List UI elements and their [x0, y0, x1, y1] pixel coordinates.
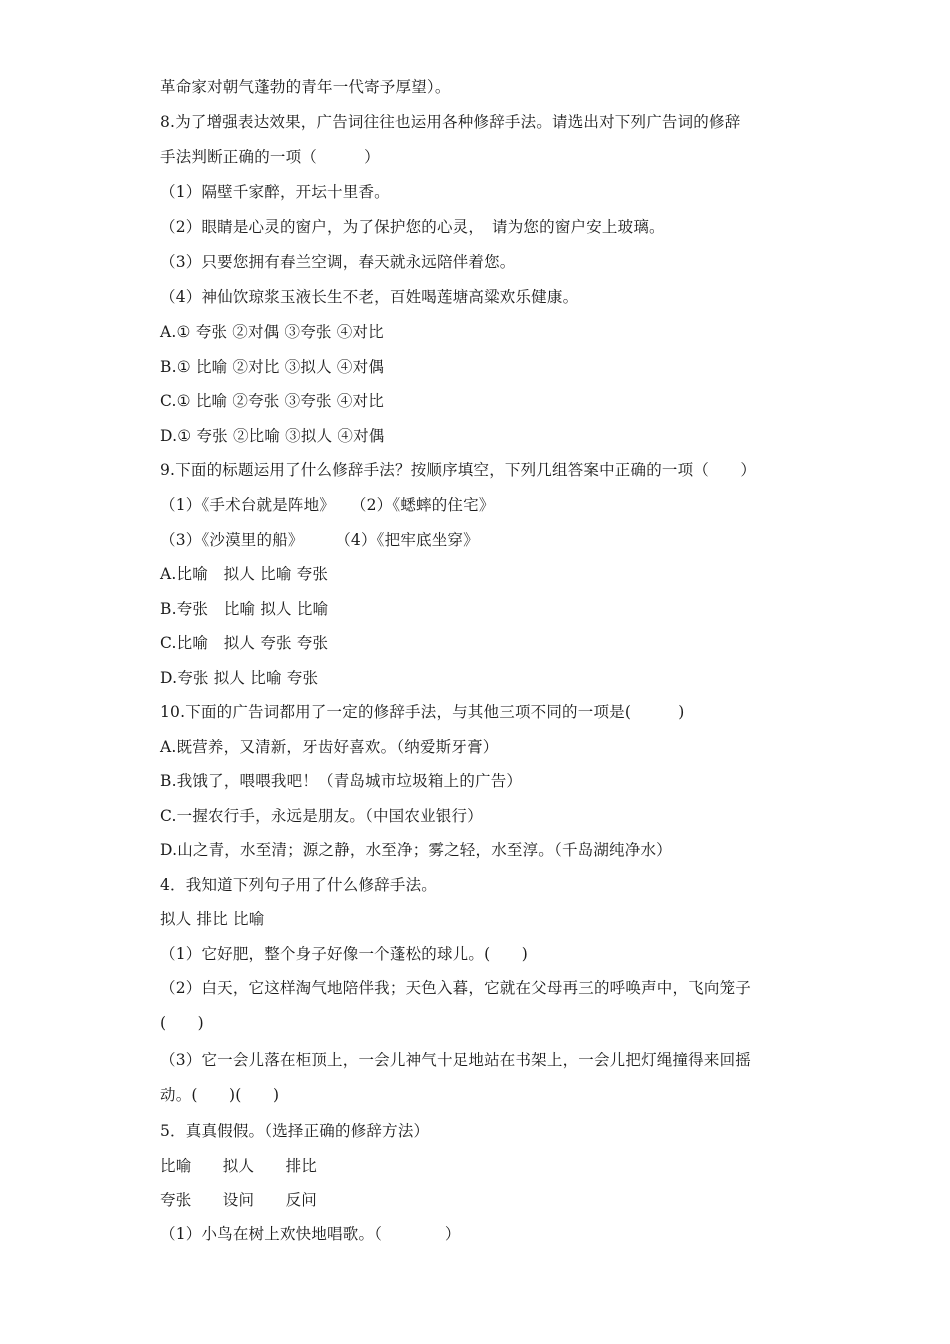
- question-4-item-1: （1）它好肥，整个身子好像一个蓬松的球儿。( ): [160, 945, 528, 963]
- question-10-option-b: B.我饿了，喂喂我吧！（青岛城市垃圾箱上的广告）: [160, 772, 523, 790]
- question-8-stem: 8.为了增强表达效果，广告词往往也运用各种修辞手法。请选出对下列广告词的修辞: [160, 113, 741, 131]
- question-8-item-1: （1）隔壁千家醉，开坛十里香。: [160, 183, 390, 201]
- question-8-item-3: （3）只要您拥有春兰空调，春天就永远陪伴着您。: [160, 253, 516, 271]
- question-9-option-b: B.夸张 比喻 拟人 比喻: [160, 600, 329, 618]
- question-10-stem: 10.下面的广告词都用了一定的修辞手法，与其他三项不同的一项是( ): [160, 703, 685, 721]
- question-9-option-c: C.比喻 拟人 夸张 夸张: [160, 634, 329, 652]
- question-5-choices-row-2: 夸张 设问 反问: [160, 1191, 318, 1209]
- question-9-items-1-2: （1）《手术台就是阵地》 （2）《蟋蟀的住宅》: [160, 496, 495, 514]
- question-5-choices-row-1: 比喻 拟人 排比: [160, 1157, 318, 1175]
- question-8-option-c: C.① 比喻 ②夸张 ③夸张 ④对比: [160, 392, 384, 410]
- question-9-option-d: D.夸张 拟人 比喻 夸张: [160, 669, 319, 687]
- question-10-option-d: D.山之青，水至清；源之静，水至净；雾之轻，水至淳。（千岛湖纯净水）: [160, 841, 672, 859]
- question-8-option-a: A.① 夸张 ②对偶 ③夸张 ④对比: [160, 323, 384, 341]
- question-4-stem: 4．我知道下列句子用了什么修辞手法。: [160, 876, 437, 894]
- question-8-item-2: （2）眼睛是心灵的窗户，为了保护您的心灵， 请为您的窗户安上玻璃。: [160, 218, 665, 236]
- question-9-items-3-4: （3）《沙漠里的船》 （4）《把牢底坐穿》: [160, 531, 479, 549]
- question-4-item-3-cont: 动。( )( ): [160, 1086, 280, 1104]
- question-4-choices: 拟人 排比 比喻: [160, 910, 265, 928]
- question-8-stem-cont: 手法判断正确的一项（ ）: [160, 148, 380, 166]
- question-8-item-4: （4）神仙饮琼浆玉液长生不老，百姓喝莲塘高粱欢乐健康。: [160, 288, 579, 306]
- question-4-item-3: （3）它一会儿落在柜顶上，一会儿神气十足地站在书架上，一会儿把灯绳撞得来回摇: [160, 1051, 751, 1069]
- question-9-stem: 9.下面的标题运用了什么修辞手法？按顺序填空，下列几组答案中正确的一项（ ）: [160, 461, 757, 479]
- question-4-item-2-cont: ( ): [160, 1014, 204, 1032]
- question-10-option-a: A.既营养，又清新，牙齿好喜欢。（纳爱斯牙膏）: [160, 738, 499, 756]
- question-5-item-1: （1）小鸟在树上欢快地唱歌。（ ）: [160, 1225, 461, 1243]
- question-5-stem: 5．真真假假。（选择正确的修辞方法）: [160, 1122, 430, 1140]
- question-9-option-a: A.比喻 拟人 比喻 夸张: [160, 565, 329, 583]
- question-8-option-d: D.① 夸张 ②比喻 ③拟人 ④对偶: [160, 427, 385, 445]
- question-4-item-2: （2）白天，它这样淘气地陪伴我；天色入暮，它就在父母再三的呼唤声中，飞向笼子: [160, 979, 751, 997]
- question-10-option-c: C.一握农行手，永远是朋友。（中国农业银行）: [160, 807, 483, 825]
- question-8-option-b: B.① 比喻 ②对比 ③拟人 ④对偶: [160, 358, 385, 376]
- text-line: 革命家对朝气蓬勃的青年一代寄予厚望）。: [160, 78, 451, 96]
